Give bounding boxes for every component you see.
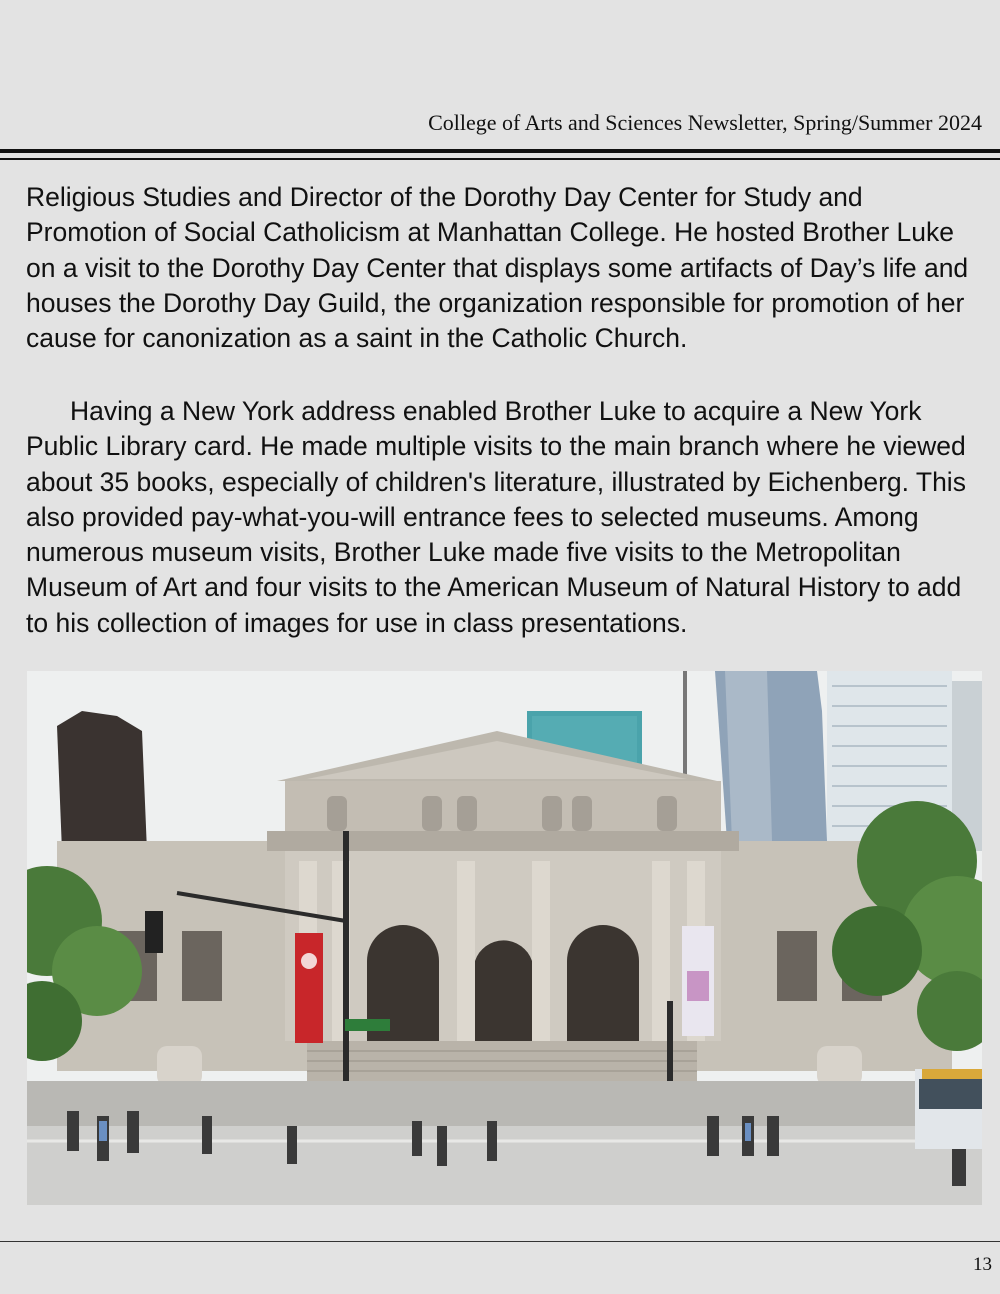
newsletter-header-title: College of Arts and Sciences Newsletter, Spring/Summer 2024 <box>428 110 982 135</box>
article-paragraph-1: Religious Studies and Director of the Dorothy Day Center for Study and Promotion of Social Catholicism at Manhattan College. He hosted Brother Luke on a visit to the Dorothy Day Center that displays some artifacts of Day’s life and houses the Dorothy Day Guild, the organization responsible for promotion of her cause for canonization as a saint in the Catholic Church. <box>26 182 969 354</box>
page-number: 13 <box>973 1254 992 1275</box>
library-photo <box>27 671 982 1205</box>
header-rule-thin <box>0 158 1000 160</box>
footer-rule <box>0 1241 1000 1242</box>
article-paragraph-2: Having a New York address enabled Brother Luke to acquire a New York Public Library card. He made multiple visits to the main branch where he viewed about 35 books, especially of children's literature, illustrated by Eichenberg. This also provided pay-what-you-will entrance fees to selected museums. Among numerous museum visits, Brother Luke made five visits to the Metropolitan Museum of Art and four visits to the American Museum of Natural History to add to his collection of images for use in class presentations. <box>26 396 966 638</box>
header-rule-thick <box>0 149 1000 153</box>
